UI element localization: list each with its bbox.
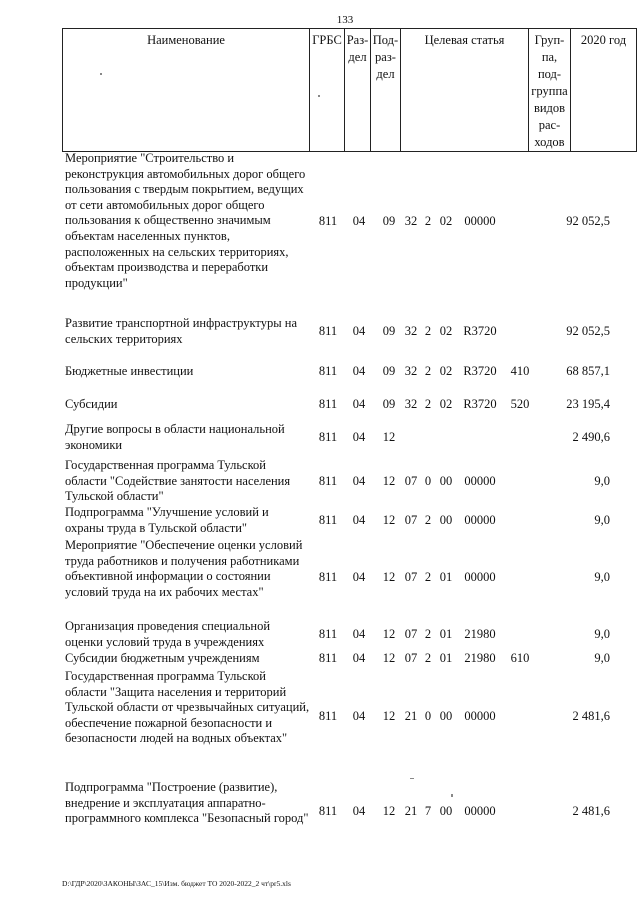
- row-amount: 9,0: [594, 651, 610, 665]
- row-grbs: 811: [318, 364, 338, 378]
- row-grbs: 811: [318, 430, 338, 444]
- row-grbs: 811: [318, 397, 338, 411]
- row-razdel: 04: [352, 323, 366, 338]
- row-target-subprogram: 2: [424, 323, 432, 338]
- row-target-direction: 00000: [464, 708, 496, 723]
- row-target-program: 32: [404, 397, 418, 411]
- row-razdel: 04: [352, 708, 366, 723]
- table-row: [0, 458, 640, 504]
- row-target-direction: R3720: [463, 323, 497, 338]
- page-number: 133: [336, 14, 354, 26]
- row-name: Подпрограмма "Построение (развитие), внедрение и эксплуатация аппаратно-программного комплекса "Безопасный город": [65, 780, 309, 826]
- row-grbs: 811: [318, 651, 338, 665]
- header-expense-group: Груп- па, под- группа видов рас- ходов: [529, 29, 571, 152]
- row-razdel: 04: [352, 651, 366, 665]
- row-target-measure: 01: [439, 627, 453, 641]
- row-amount: 92 052,5: [566, 213, 610, 228]
- row-target-subprogram: 2: [424, 213, 432, 228]
- row-grbs: 811: [318, 323, 338, 338]
- header-grbs: ГРБС: [310, 29, 345, 152]
- row-target-measure: 02: [439, 213, 453, 228]
- row-expense-group: 520: [510, 397, 530, 411]
- table-row: [0, 538, 640, 616]
- row-podrazdel: 12: [382, 651, 396, 665]
- row-target-program: 07: [404, 627, 418, 641]
- row-razdel: 04: [352, 803, 366, 818]
- header-year-2020: 2020 год: [571, 29, 637, 152]
- row-target-measure: 00: [439, 513, 453, 527]
- row-razdel: 04: [352, 430, 366, 444]
- row-target-measure: 01: [439, 651, 453, 665]
- file-path-footer: D:\ГДР\2020\ЗАКОНЫ\ЗАС_15\Изм. бюджет ТО 2020-2022_2 чт\pr5.xls: [62, 879, 291, 888]
- row-target-program: 21: [404, 708, 418, 723]
- row-target-direction: R3720: [463, 397, 497, 411]
- row-target-subprogram: 2: [424, 513, 432, 527]
- table-row: [0, 316, 640, 346]
- row-target-subprogram: 2: [424, 651, 432, 665]
- row-name: Организация проведения специальной оценки условий труда в учреждениях: [65, 619, 271, 649]
- row-razdel: 04: [352, 364, 366, 378]
- row-grbs: 811: [318, 627, 338, 641]
- row-target-program: 07: [404, 569, 418, 584]
- row-target-program: 07: [404, 513, 418, 527]
- row-target-measure: 00: [439, 473, 453, 488]
- row-target-direction: 00000: [464, 213, 496, 228]
- row-expense-group: 610: [510, 651, 530, 665]
- row-amount: 2 481,6: [572, 708, 610, 723]
- row-name: Другие вопросы в области национальной экономики: [65, 422, 285, 452]
- row-razdel: 04: [352, 473, 366, 488]
- row-podrazdel: 12: [382, 513, 396, 527]
- row-amount: 2 490,6: [572, 430, 610, 444]
- table-row: [0, 151, 640, 291]
- row-podrazdel: 12: [382, 627, 396, 641]
- row-grbs: 811: [318, 213, 338, 228]
- row-amount: 68 857,1: [566, 364, 610, 378]
- row-podrazdel: 09: [382, 397, 396, 411]
- row-grbs: 811: [318, 803, 338, 818]
- row-amount: 23 195,4: [566, 397, 610, 411]
- row-podrazdel: 12: [382, 473, 396, 488]
- row-amount: 92 052,5: [566, 323, 610, 338]
- row-target-program: 32: [404, 364, 418, 378]
- header-razdel: Раз- дел: [345, 29, 371, 152]
- row-razdel: 04: [352, 213, 366, 228]
- row-expense-group: 410: [510, 364, 530, 378]
- row-target-direction: 00000: [464, 569, 496, 584]
- table-row: [0, 619, 640, 650]
- row-target-subprogram: 7: [424, 803, 432, 818]
- table-row: [0, 780, 640, 842]
- row-podrazdel: 09: [382, 323, 396, 338]
- row-name: Субсидии бюджетным учреждениям: [65, 651, 260, 665]
- row-target-direction: 21980: [464, 627, 496, 641]
- row-amount: 9,0: [594, 627, 610, 641]
- row-target-direction: 21980: [464, 651, 496, 665]
- row-podrazdel: 09: [382, 213, 396, 228]
- row-target-measure: 01: [439, 569, 453, 584]
- row-target-direction: R3720: [463, 364, 497, 378]
- row-name: Подпрограмма "Улучшение условий и охраны труда в Тульской области": [65, 505, 269, 535]
- table-row: [0, 651, 640, 666]
- header-name: Наименование: [63, 29, 310, 152]
- row-target-measure: 00: [439, 803, 453, 818]
- row-name: Субсидии: [65, 397, 118, 411]
- row-target-subprogram: 2: [424, 364, 432, 378]
- row-name: Развитие транспортной инфраструктуры на сельских территориях: [65, 316, 297, 346]
- row-target-program: 21: [404, 803, 418, 818]
- row-target-measure: 02: [439, 364, 453, 378]
- row-amount: 9,0: [594, 473, 610, 488]
- table-row: [0, 669, 640, 763]
- header-target-article: Целевая статья: [401, 29, 529, 152]
- row-target-direction: 00000: [464, 513, 496, 527]
- row-target-subprogram: 0: [424, 473, 432, 488]
- row-podrazdel: 12: [382, 708, 396, 723]
- row-target-measure: 00: [439, 708, 453, 723]
- row-name: Мероприятие "Обеспечение оценки условий труда работников и получения работниками объективной информации о состоянии условий труда на их рабочих местах": [65, 538, 303, 599]
- row-target-program: 32: [404, 213, 418, 228]
- row-target-program: 07: [404, 473, 418, 488]
- row-amount: 9,0: [594, 513, 610, 527]
- table-row: [0, 397, 640, 412]
- row-amount: 9,0: [594, 569, 610, 584]
- row-target-direction: 00000: [464, 803, 496, 818]
- row-amount: 2 481,6: [572, 803, 610, 818]
- row-target-measure: 02: [439, 397, 453, 411]
- row-name: Мероприятие "Строительство и реконструкция автомобильных дорог общего пользования с твердым покрытием, ведущих от сети автомобильных дорог общего пользования к общественно значимым объектам населенных пунктов, расположенных на сельских территориях, объектам производства и переработки продукции": [65, 151, 306, 290]
- header-podrazdel: Под- раз- дел: [371, 29, 401, 152]
- row-target-subprogram: 2: [424, 569, 432, 584]
- row-podrazdel: 12: [382, 803, 396, 818]
- row-podrazdel: 12: [382, 569, 396, 584]
- row-razdel: 04: [352, 569, 366, 584]
- row-razdel: 04: [352, 513, 366, 527]
- row-podrazdel: 12: [382, 430, 396, 444]
- row-target-program: 07: [404, 651, 418, 665]
- table-row: [0, 422, 640, 453]
- row-target-measure: 02: [439, 323, 453, 338]
- row-target-direction: 00000: [464, 473, 496, 488]
- row-podrazdel: 09: [382, 364, 396, 378]
- row-razdel: 04: [352, 397, 366, 411]
- row-grbs: 811: [318, 513, 338, 527]
- row-target-program: 32: [404, 323, 418, 338]
- row-target-subprogram: 0: [424, 708, 432, 723]
- row-name: Бюджетные инвестиции: [65, 364, 194, 378]
- row-grbs: 811: [318, 708, 338, 723]
- table-row: [0, 505, 640, 536]
- table-row: [0, 364, 640, 379]
- row-target-subprogram: 2: [424, 627, 432, 641]
- row-target-subprogram: 2: [424, 397, 432, 411]
- row-grbs: 811: [318, 473, 338, 488]
- row-razdel: 04: [352, 627, 366, 641]
- row-name: Государственная программа Тульской области "Содействие занятости населения Тульской области": [65, 458, 291, 504]
- row-name: Государственная программа Тульской области "Защита населения и территорий Тульской области от чрезвычайных ситуаций, обеспечение пожарной безопасности и безопасности людей на водных объектах": [65, 669, 310, 746]
- row-grbs: 811: [318, 569, 338, 584]
